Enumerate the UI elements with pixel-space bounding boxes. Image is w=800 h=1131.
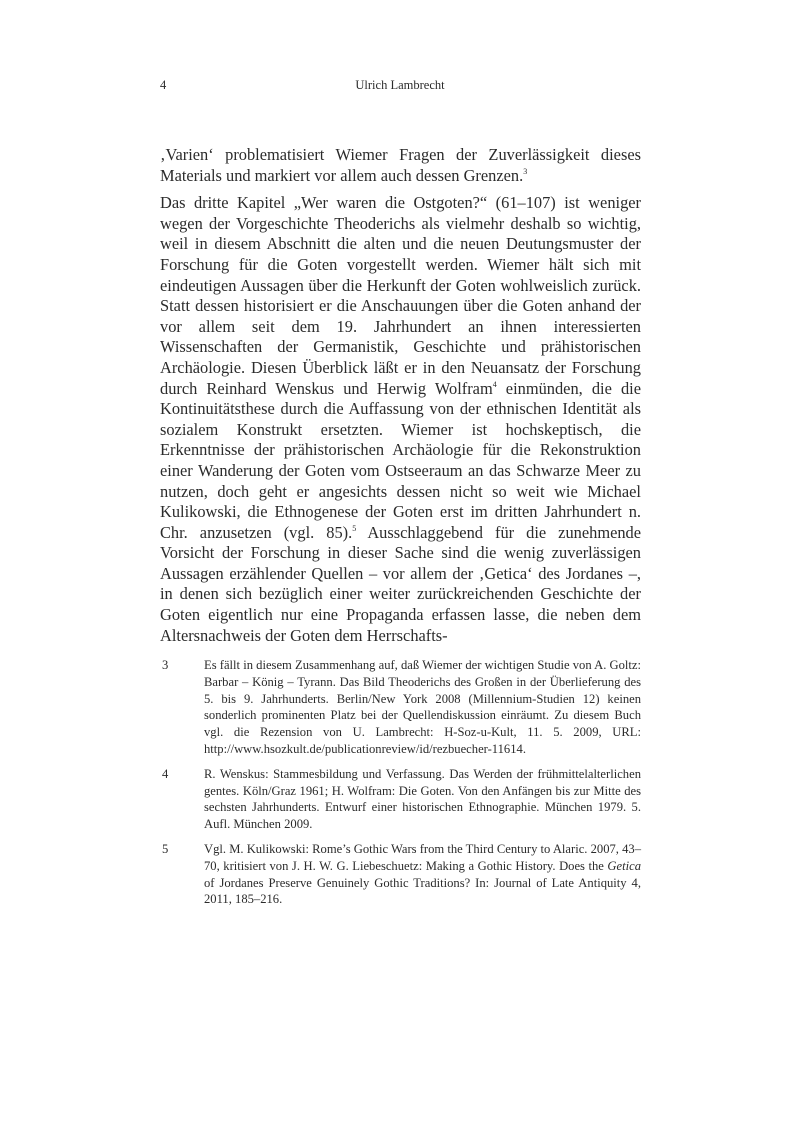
paragraph: [160, 145, 641, 186]
running-title: Ulrich Lambrecht: [355, 78, 445, 92]
footnote-text: R. Wenskus: Stammesbildung und Verfassung. Das Werden der frühmittelalterlichen gentes. Köln/Graz 1961; H. Wolfram: Die Goten. Von den Anfängen bis zur Mitte des sechsten Jahrhunderts. Entwurf einer historischen Ethnographie. München 1979. 5. Aufl. München 2009.: [204, 766, 641, 832]
footnote-text-part: Vgl. M. Kulikowski: Rome’s Gothic Wars from the Third Century to Alaric. 2007, 43–70, kritisiert von J. H. W. G. Liebeschuetz: Making a Gothic History. Does the: [204, 841, 641, 873]
paragraph: [160, 193, 641, 646]
paragraph-text: ‚Varien‘ problematisiert Wiemer Fragen der Zuverlässigkeit dieses Materials und markiert vor allem auch dessen Grenzen.: [160, 145, 641, 185]
paragraph-text: Ausschlaggebend für die zunehmende Vorsicht der Forschung in dieser Sache sind die wenig zuverlässigen Aussagen erzählender Quellen – vor allem der ‚Getica‘ des Jordanes –, in denen sich bezüglich einer weiter zurückreichenden Geschichte der Goten eigentlich nur eine Propaganda erfassen lasse, die neben dem Altersnachweis der Goten dem Herrschafts-: [160, 522, 642, 645]
footnote: [160, 657, 641, 758]
footnote: [160, 766, 641, 833]
italic-title: Getica: [607, 858, 641, 873]
footnote: [160, 841, 641, 908]
page-number: 4: [160, 78, 167, 92]
footnote-text-part: of Jordanes Preserve Genuinely Gothic Traditions? In: Journal of Late Antiquity 4, 2011, 185–216.: [204, 875, 641, 907]
footnote-number: 3: [162, 658, 169, 672]
footnote-number: 5: [162, 841, 169, 856]
footnotes: [160, 657, 641, 916]
running-head: [160, 76, 640, 94]
footnote-ref[interactable]: 5: [352, 523, 357, 533]
main-text: [160, 145, 641, 646]
footnote-number: 4: [162, 766, 169, 781]
footnote-ref[interactable]: 4: [492, 379, 497, 389]
footnote-ref[interactable]: 3: [523, 166, 528, 176]
footnote-text: Es fällt in diesem Zusammenhang auf, daß Wiemer der wichtigen Studie von A. Goltz: Barbar – König – Tyrann. Das Bild Theoderichs des Großen in der Überlieferung des 5. bis 9. Jahrhunderts. Berlin/New York 2008 (Millennium-Studien 12) keinen sonderlich prominenten Platz bei der Quellendiskussion einräumt. Zu diesem Buch vgl. die Rezension von U. Lambrecht: H-Soz-u-Kult, 11. 5. 2009, URL: http://www.hsozkult.de/publicationreview/id/rezbuecher-11614.: [204, 658, 641, 756]
footnote-text: [204, 841, 641, 908]
paragraph-text: Das dritte Kapitel „Wer waren die Ostgoten?“ (61–107) ist weniger wegen der Vorgeschichte Theoderichs als vielmehr deshalb so wichtig, weil in diesem Abschnitt die alten und die neuen Deutungsmuster der Forschung für die Goten vorgestellt werden. Wiemer hält sich mit eindeutigen Aussagen über die Herkunft der Goten wohlweislich zurück. Statt dessen historisiert er die Anschauungen über die Goten anhand der vor allem seit dem 19. Jahrhundert an ihnen interessierten Wissenschaften der Germanistik, Geschichte und prähistorischen Archäologie. Diesen Überblick läßt er in den Neuansatz der Forschung durch Reinhard Wenskus und Herwig Wolfram: [160, 193, 641, 398]
paragraph-text: einmünden, die die Kontinuitätsthese durch die Auffassung von der ethnischen Identität als sozialem Konstrukt ersetzten. Wiemer ist hochskeptisch, die Erkenntnisse der prähistorischen Archäologie für die Rekonstruktion einer Wanderung der Goten vom Ostseeraum an das Schwarze Meer zu nutzen, doch geht er angesichts dessen nicht so weit wie Michael Kulikowski, die Ethnogenese der Goten erst im dritten Jahrhundert n. Chr. anzusetzen (vgl. 85).: [160, 378, 641, 542]
